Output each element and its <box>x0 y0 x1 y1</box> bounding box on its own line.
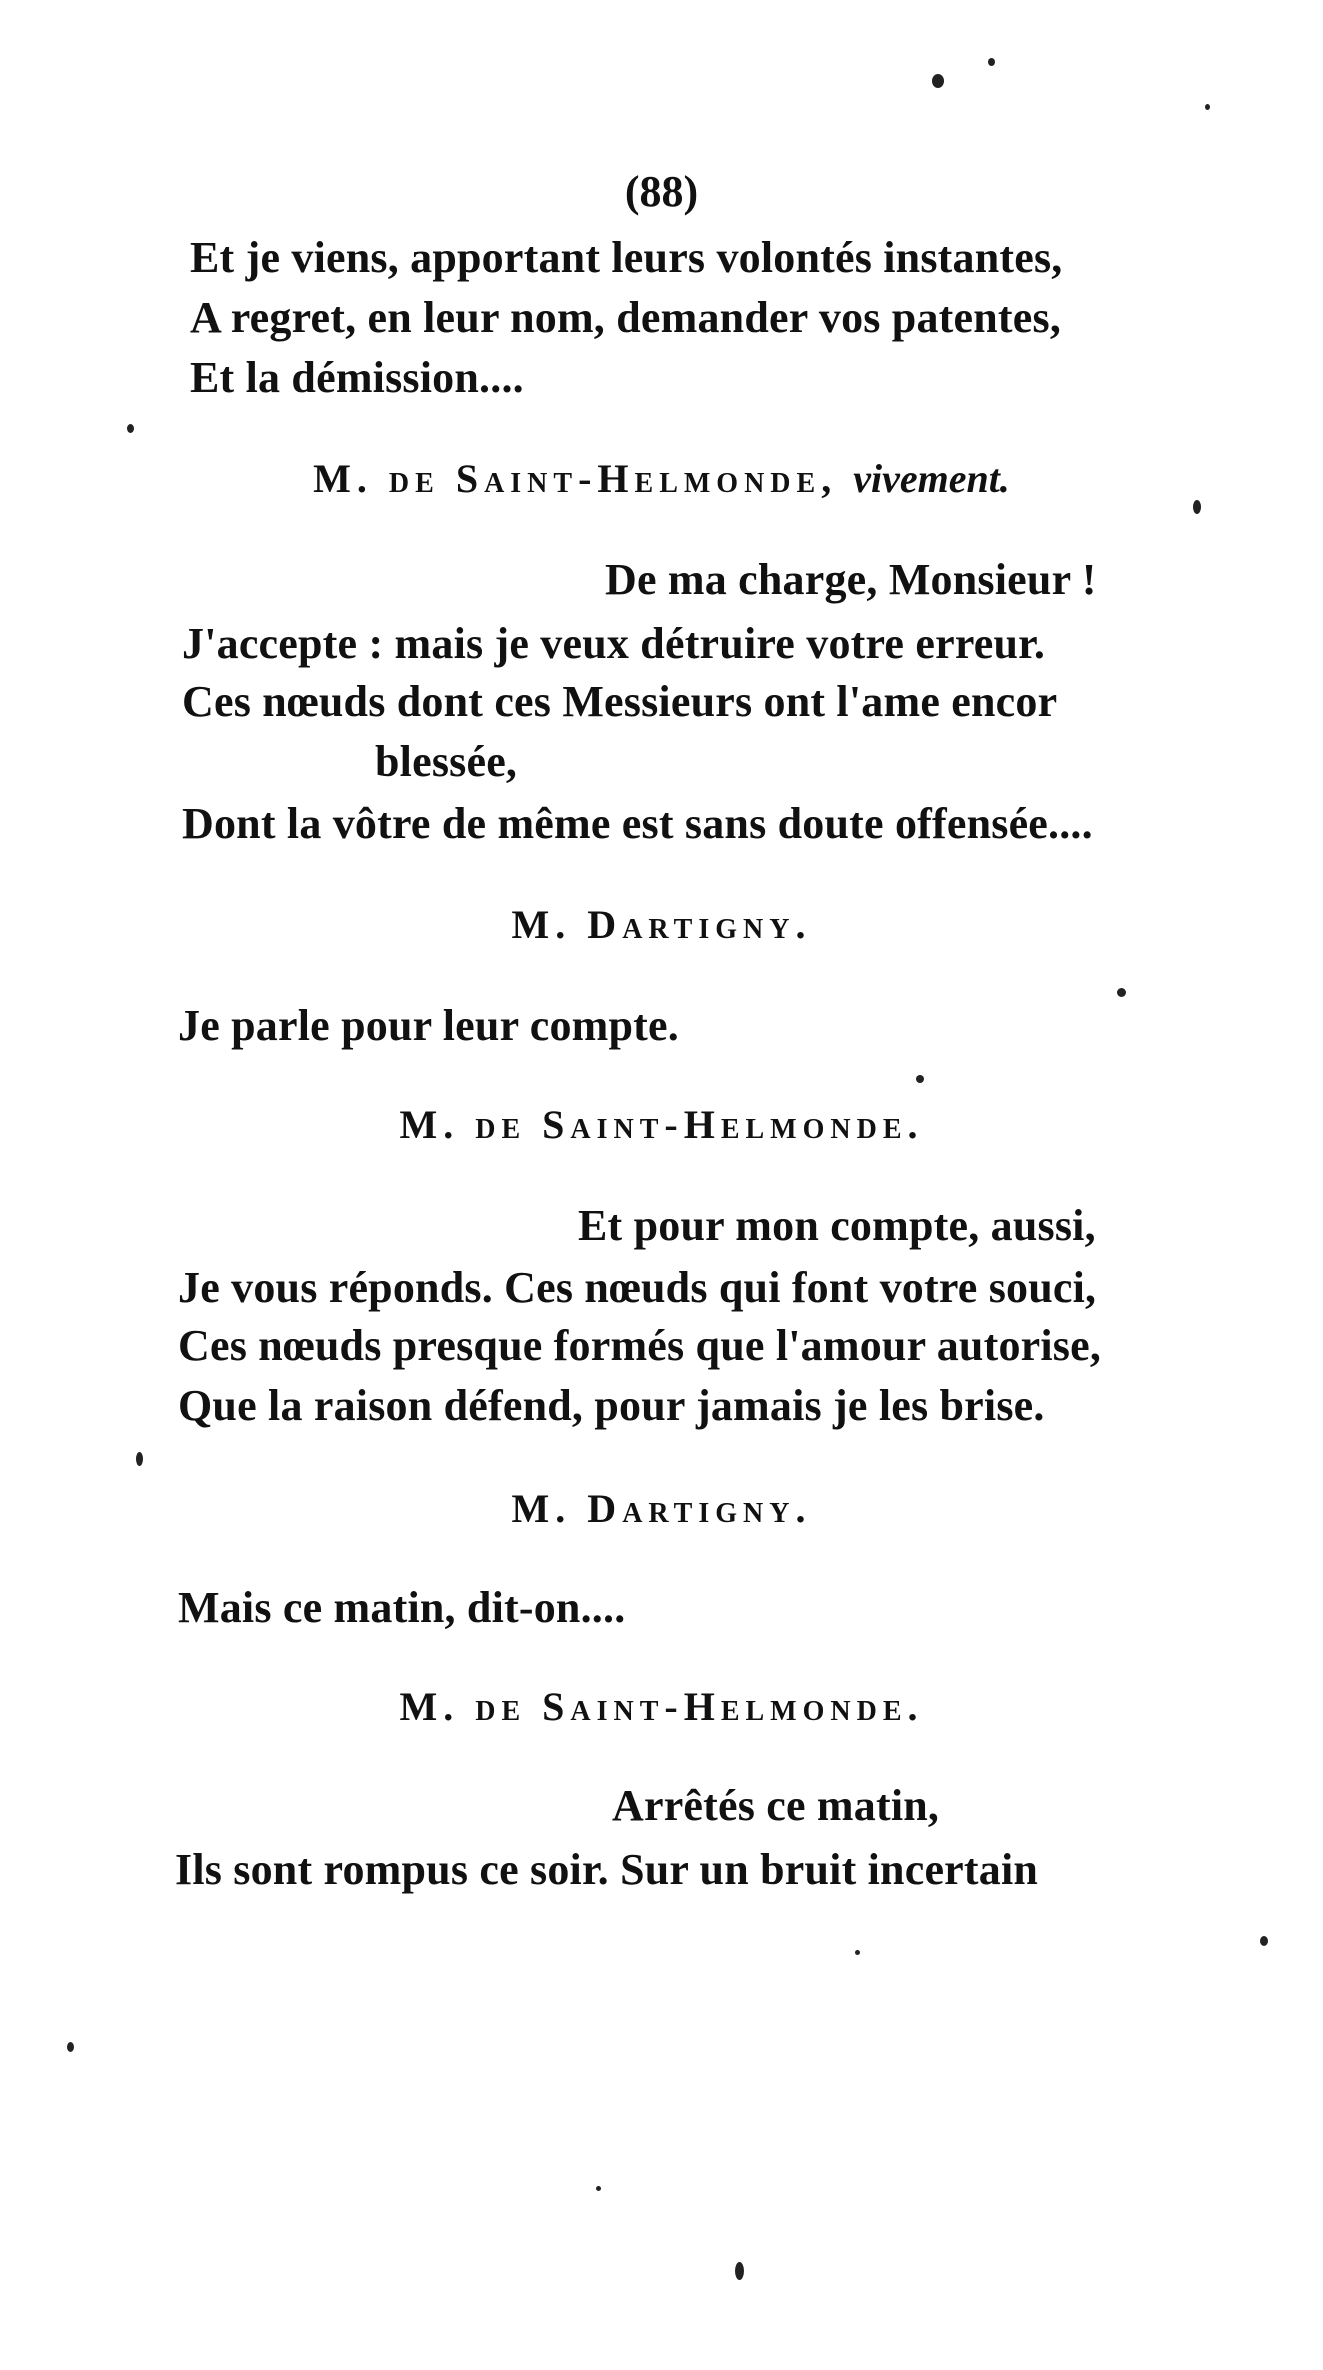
verse-line: Et pour mon compte, aussi, <box>578 1201 1096 1250</box>
verse-line: Et la démission.... <box>190 353 524 402</box>
page-number: (88) <box>624 167 699 216</box>
verse-line: De ma charge, Monsieur ! <box>605 555 1097 604</box>
ink-speck <box>916 1075 924 1083</box>
speaker-name: M. Dartigny. <box>511 902 812 947</box>
verse-line: Mais ce matin, dit-on.... <box>178 1583 626 1632</box>
stage-direction: vivement. <box>853 456 1010 501</box>
verse-line: Arrêtés ce matin, <box>612 1781 940 1830</box>
ink-speck <box>1205 104 1210 110</box>
speaker-heading <box>0 454 1323 504</box>
verse-line: Ces nœuds dont ces Messieurs ont l'ame encor <box>182 677 1058 726</box>
ink-speck <box>67 2042 74 2052</box>
verse-line: Je parle pour leur compte. <box>178 1001 679 1050</box>
ink-speck <box>1260 1936 1268 1946</box>
ink-speck <box>855 1950 860 1955</box>
verse-line: Dont la vôtre de même est sans doute offensée.... <box>182 799 1093 848</box>
verse-line: Que la raison défend, pour jamais je les brise. <box>178 1381 1045 1430</box>
speaker-name: M. de Saint-Helmonde. <box>399 1684 924 1729</box>
speaker-name: M. Dartigny. <box>511 1486 812 1531</box>
ink-speck <box>932 74 944 88</box>
verse-line: Et je viens, apportant leurs volontés instantes, <box>190 233 1063 282</box>
speaker-heading <box>0 1682 1323 1732</box>
verse-line: A regret, en leur nom, demander vos patentes, <box>190 293 1062 342</box>
speaker-heading <box>0 1484 1323 1534</box>
ink-speck <box>735 2262 744 2280</box>
verse-line: Ces nœuds presque formés que l'amour autorise, <box>178 1321 1102 1370</box>
ink-speck <box>988 58 995 66</box>
speaker-name: M. de Saint-Helmonde. <box>399 1102 924 1147</box>
speaker-heading <box>0 900 1323 950</box>
ink-speck <box>1193 500 1201 514</box>
verse-line: J'accepte : mais je veux détruire votre erreur. <box>182 619 1046 668</box>
ink-speck <box>1117 988 1126 997</box>
verse-line: blessée, <box>375 737 518 786</box>
ink-speck <box>127 424 134 433</box>
speaker-name: M. de Saint-Helmonde, <box>313 456 838 501</box>
ink-speck <box>596 2186 601 2191</box>
speaker-heading <box>0 1100 1323 1150</box>
verse-line: Ils sont rompus ce soir. Sur un bruit incertain <box>175 1845 1039 1894</box>
verse-line: Je vous réponds. Ces nœuds qui font votre souci, <box>178 1263 1097 1312</box>
ink-speck <box>136 1452 143 1466</box>
